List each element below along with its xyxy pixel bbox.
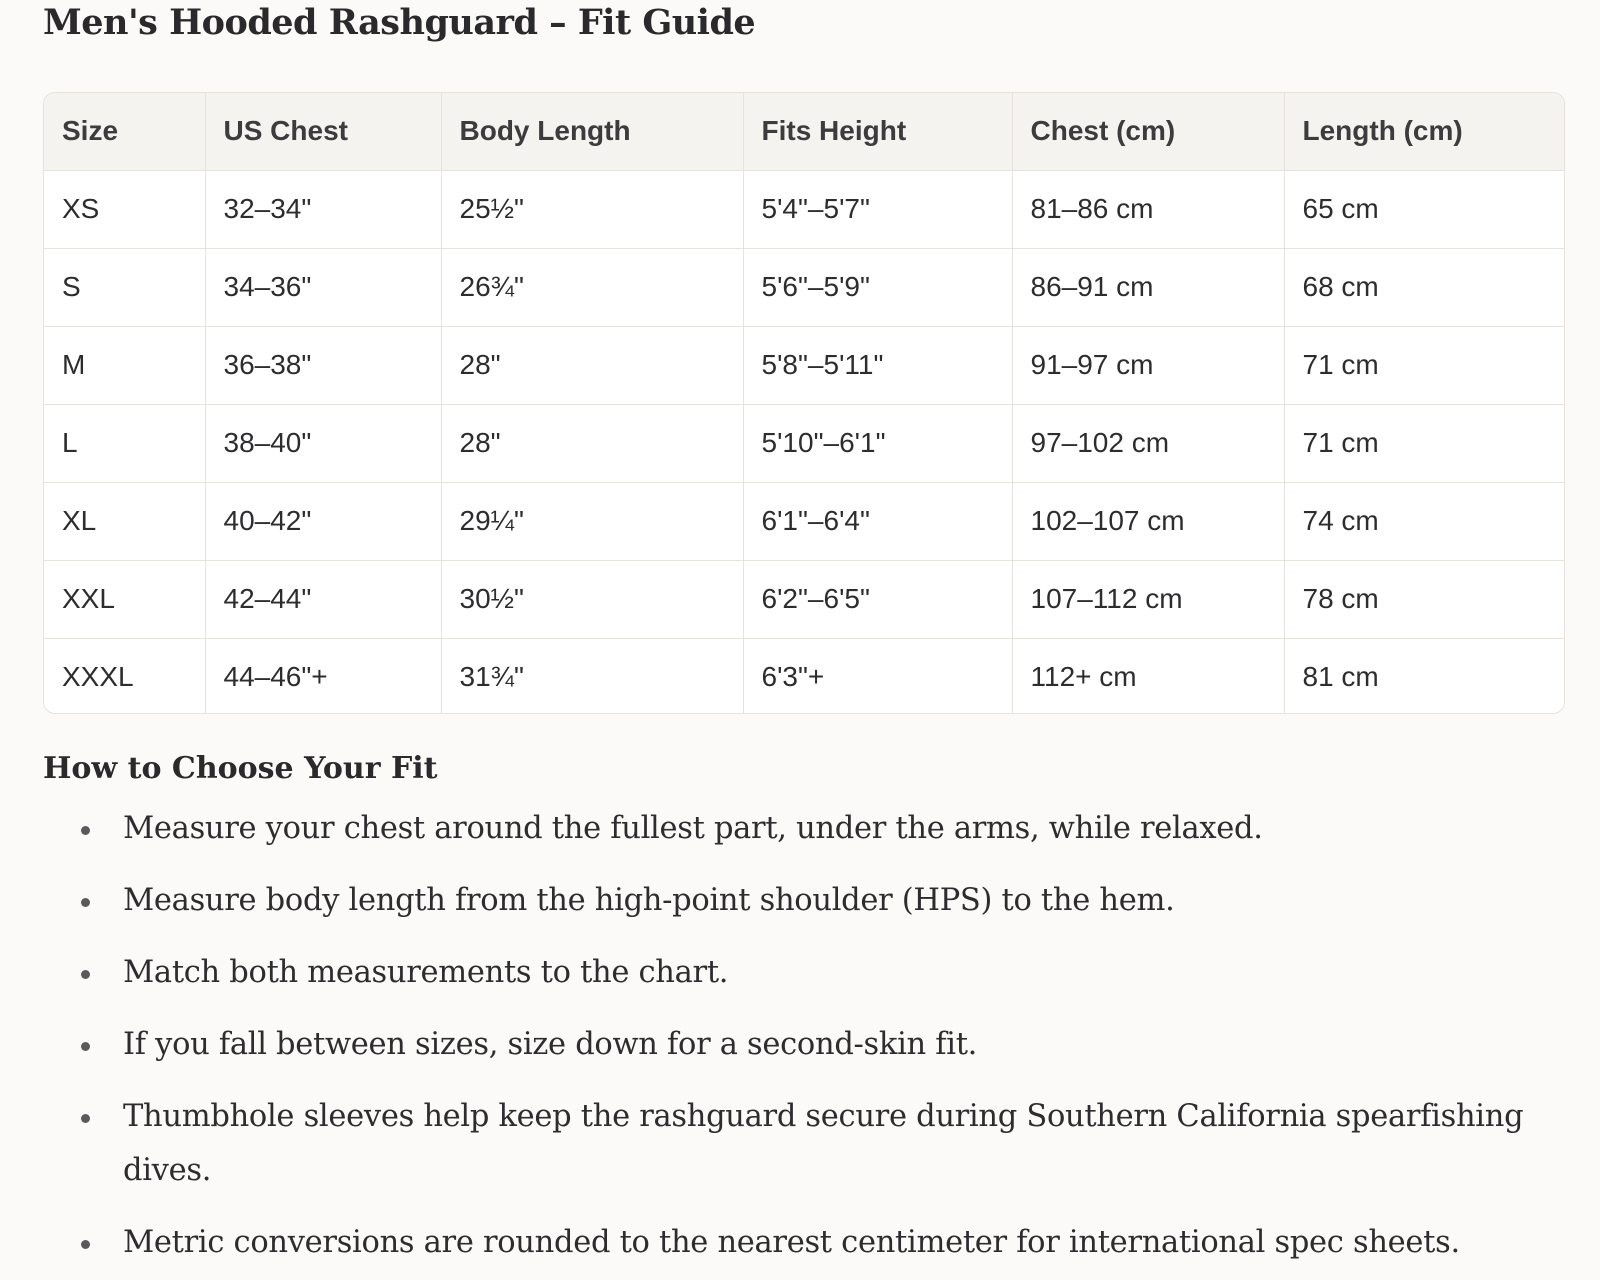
- cell-length-cm: 74 cm: [1284, 482, 1564, 560]
- cell-body-length: 28": [441, 326, 743, 404]
- cell-body-length: 30½": [441, 560, 743, 638]
- list-item-text: Measure your chest around the fullest part, under the arms, while relaxed.: [123, 811, 1263, 846]
- table-row: [44, 326, 1564, 404]
- list-item-text: Measure body length from the high-point shoulder (HPS) to the hem.: [123, 883, 1175, 918]
- cell-size: M: [44, 326, 205, 404]
- bullet-icon: [81, 898, 90, 907]
- cell-size: XXXL: [44, 638, 205, 714]
- cell-body-length: 26¾": [441, 248, 743, 326]
- cell-us-chest: 38–40": [205, 404, 441, 482]
- cell-body-length: 28": [441, 404, 743, 482]
- cell-length-cm: 78 cm: [1284, 560, 1564, 638]
- cell-chest-cm: 112+ cm: [1012, 638, 1284, 714]
- list-item: [43, 1090, 1567, 1198]
- cell-chest-cm: 102–107 cm: [1012, 482, 1284, 560]
- cell-fits-height: 5'8"–5'11": [743, 326, 1012, 404]
- column-header-us-chest: US Chest: [205, 93, 441, 170]
- bullet-icon: [81, 970, 90, 979]
- table-row: [44, 560, 1564, 638]
- column-header-length-cm: Length (cm): [1284, 93, 1564, 170]
- cell-length-cm: 65 cm: [1284, 170, 1564, 248]
- cell-fits-height: 6'1"–6'4": [743, 482, 1012, 560]
- cell-size: XS: [44, 170, 205, 248]
- table-row: [44, 404, 1564, 482]
- bullet-icon: [81, 1240, 90, 1249]
- cell-length-cm: 71 cm: [1284, 404, 1564, 482]
- cell-us-chest: 32–34": [205, 170, 441, 248]
- cell-size: XXL: [44, 560, 205, 638]
- cell-size: L: [44, 404, 205, 482]
- bullet-icon: [81, 1114, 90, 1123]
- list-item-text: Match both measurements to the chart.: [123, 955, 729, 990]
- list-item: [43, 1216, 1567, 1270]
- cell-chest-cm: 91–97 cm: [1012, 326, 1284, 404]
- column-header-fits-height: Fits Height: [743, 93, 1012, 170]
- column-header-body-length: Body Length: [441, 93, 743, 170]
- list-item-text: Thumbhole sleeves help keep the rashguard secure during Southern California spearfishing dives.: [123, 1099, 1524, 1188]
- cell-size: S: [44, 248, 205, 326]
- column-header-chest-cm: Chest (cm): [1012, 93, 1284, 170]
- cell-length-cm: 71 cm: [1284, 326, 1564, 404]
- column-header-size: Size: [44, 93, 205, 170]
- bullet-icon: [81, 826, 90, 835]
- cell-us-chest: 40–42": [205, 482, 441, 560]
- cell-body-length: 29¼": [441, 482, 743, 560]
- cell-fits-height: 5'10"–6'1": [743, 404, 1012, 482]
- table-row: [44, 170, 1564, 248]
- cell-chest-cm: 81–86 cm: [1012, 170, 1284, 248]
- cell-body-length: 31¾": [441, 638, 743, 714]
- cell-length-cm: 68 cm: [1284, 248, 1564, 326]
- size-chart-table-container: [43, 92, 1565, 714]
- fit-section-heading: How to Choose Your Fit: [43, 751, 438, 786]
- list-item-text: Metric conversions are rounded to the nearest centimeter for international spec sheets.: [123, 1225, 1460, 1260]
- cell-us-chest: 44–46"+: [205, 638, 441, 714]
- cell-us-chest: 34–36": [205, 248, 441, 326]
- cell-size: XL: [44, 482, 205, 560]
- cell-chest-cm: 86–91 cm: [1012, 248, 1284, 326]
- cell-us-chest: 36–38": [205, 326, 441, 404]
- list-item: [43, 802, 1567, 856]
- list-item-text: If you fall between sizes, size down for a second-skin fit.: [123, 1027, 978, 1062]
- fit-tips-list: [43, 802, 1567, 1270]
- list-item: [43, 946, 1567, 1000]
- size-chart-table: [44, 93, 1564, 714]
- cell-fits-height: 5'4"–5'7": [743, 170, 1012, 248]
- table-header-row: [44, 93, 1564, 170]
- cell-us-chest: 42–44": [205, 560, 441, 638]
- table-row: [44, 638, 1564, 714]
- cell-fits-height: 6'2"–6'5": [743, 560, 1012, 638]
- bullet-icon: [81, 1042, 90, 1051]
- list-item: [43, 874, 1567, 928]
- cell-fits-height: 5'6"–5'9": [743, 248, 1012, 326]
- cell-fits-height: 6'3"+: [743, 638, 1012, 714]
- table-row: [44, 482, 1564, 560]
- table-row: [44, 248, 1564, 326]
- list-item: [43, 1018, 1567, 1072]
- cell-length-cm: 81 cm: [1302, 661, 1379, 693]
- cell-body-length: 25½": [441, 170, 743, 248]
- page-title: Men's Hooded Rashguard – Fit Guide: [43, 2, 756, 43]
- cell-chest-cm: 97–102 cm: [1012, 404, 1284, 482]
- cell-chest-cm: 107–112 cm: [1012, 560, 1284, 638]
